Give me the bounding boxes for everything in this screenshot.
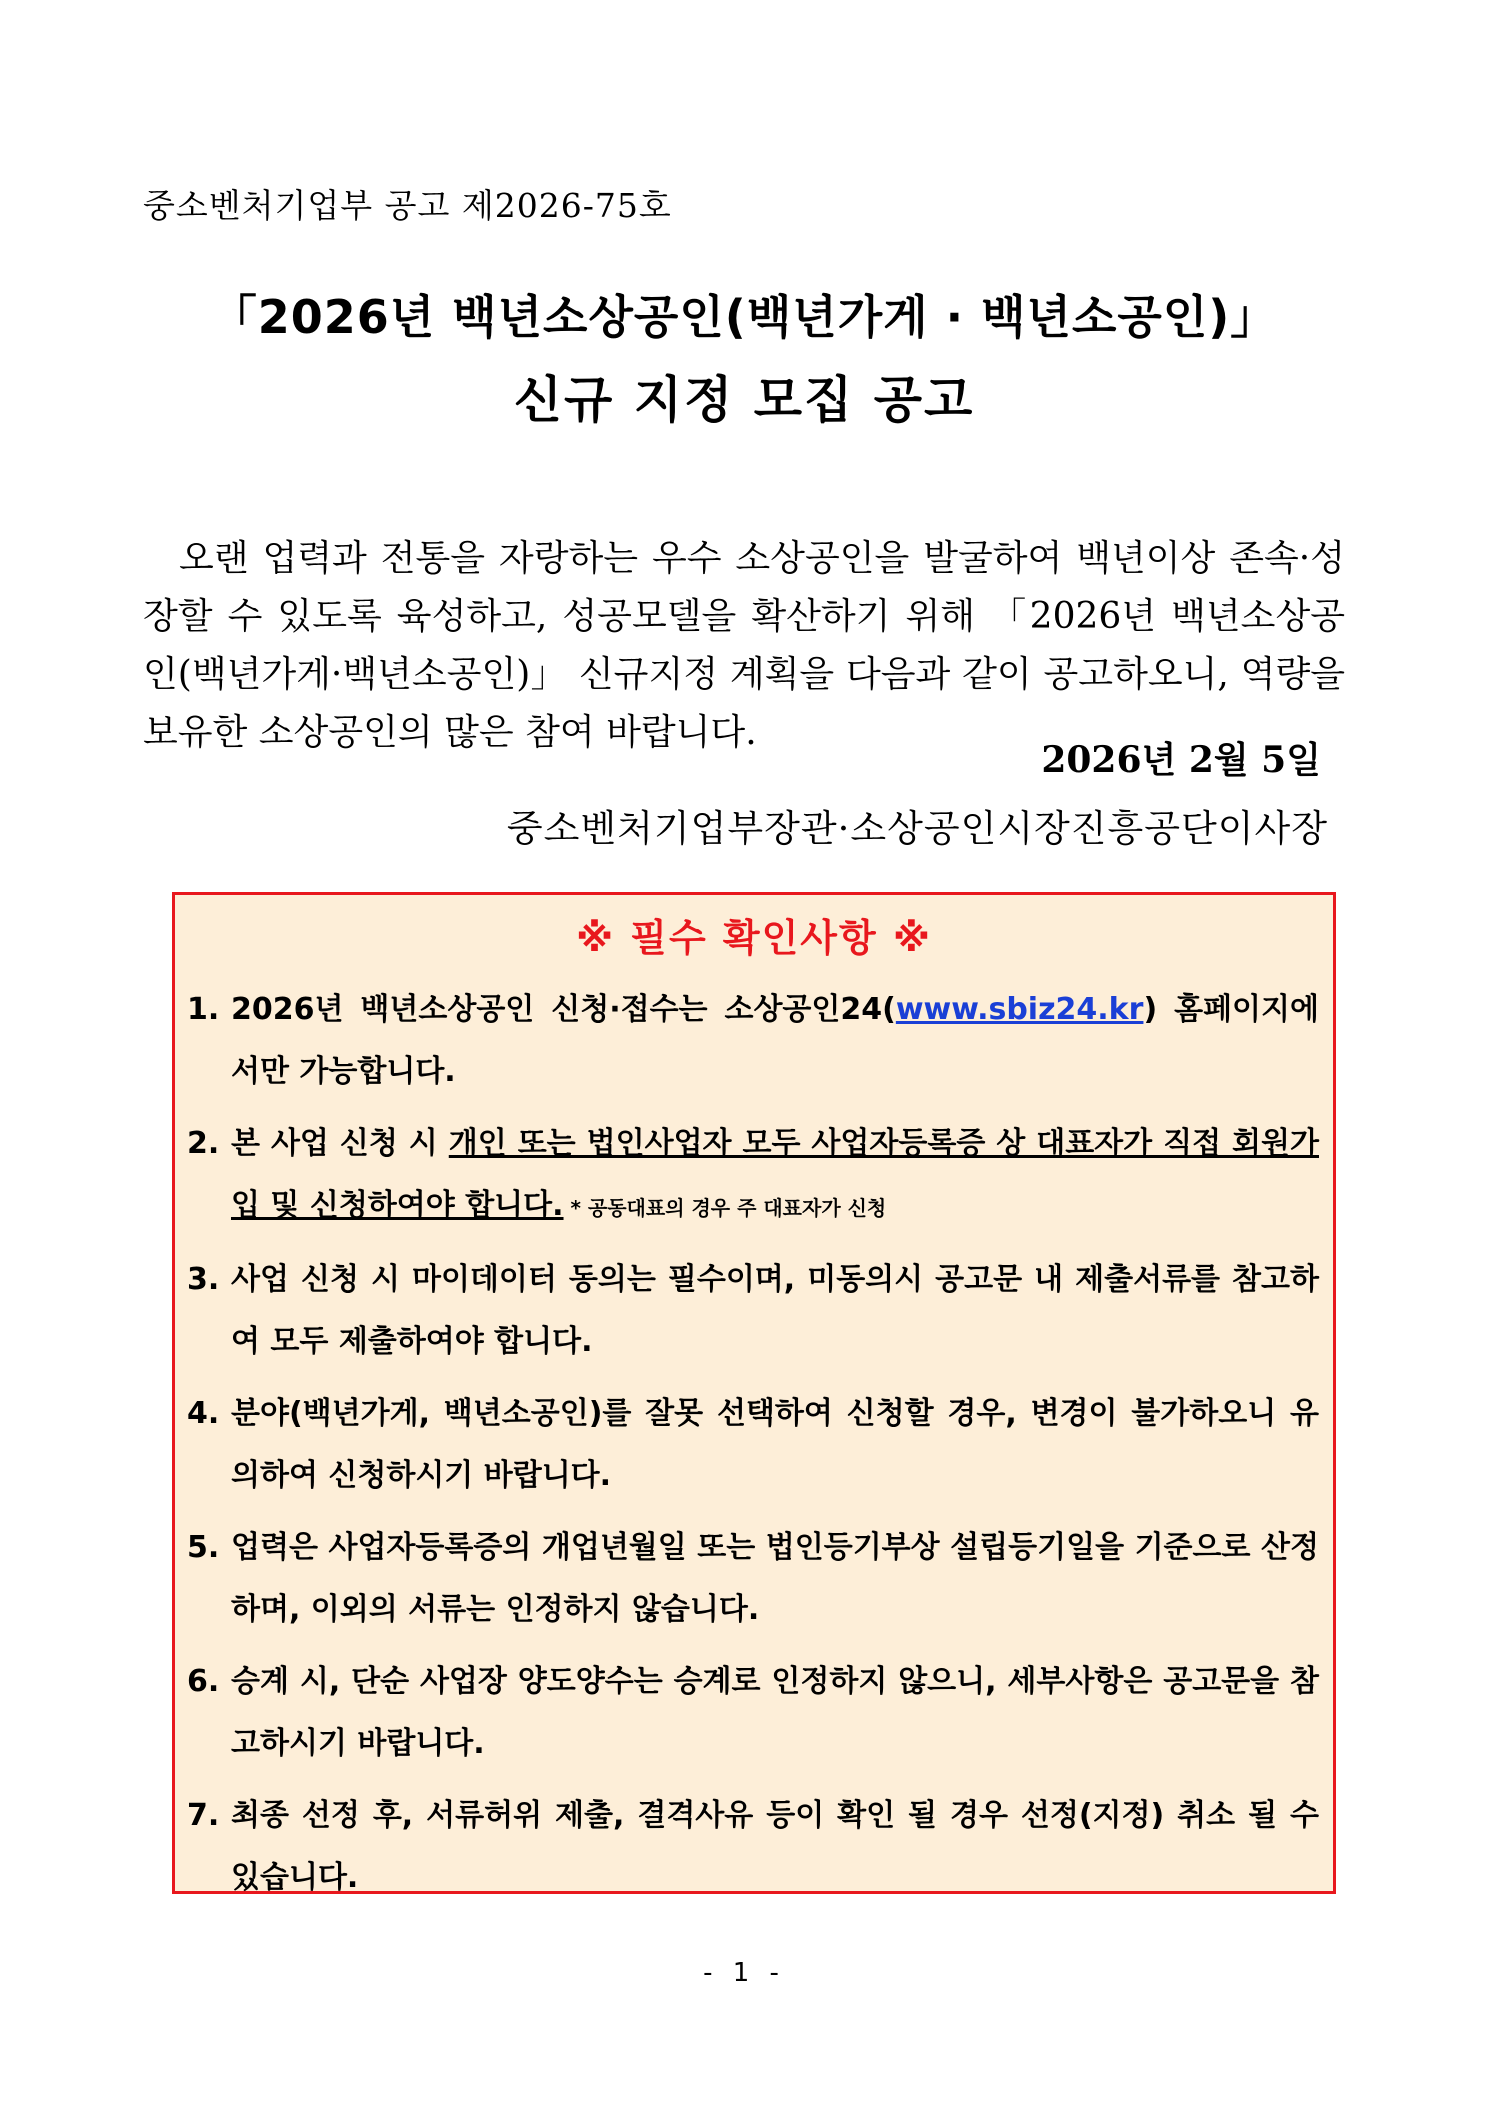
item-text: 최종 선정 후, 서류허위 제출, 결격사유 등이 확인 될 경우 선정(지정) 취소 될 수 있습니다. xyxy=(231,1798,1319,1895)
item-text: 사업 신청 시 마이데이터 동의는 필수이며, 미동의시 공고문 내 제출서류를 참고하여 모두 제출하여야 합니다. xyxy=(231,1262,1319,1359)
item-number: 1. xyxy=(187,992,220,1027)
checklist-item xyxy=(187,1383,1319,1507)
item-text-before: 2026년 백년소상공인 신청·접수는 소상공인24( xyxy=(231,992,896,1027)
item-number: 2. xyxy=(187,1126,220,1161)
checklist-heading: ※ 필수 확인사항 ※ xyxy=(576,916,932,960)
checklist-item xyxy=(187,1517,1319,1641)
page-number: - 1 - xyxy=(703,1958,785,1988)
title-line-1: 「2026년 백년소상공인(백년가게 · 백년소공인)」 xyxy=(210,290,1278,344)
checklist-items xyxy=(187,979,1319,1919)
checklist-item xyxy=(187,1113,1319,1239)
checklist-item xyxy=(187,1651,1319,1775)
required-checklist-box xyxy=(172,892,1336,1894)
item-text: 분야(백년가게, 백년소공인)를 잘못 선택하여 신청할 경우, 변경이 불가하오니 유의하여 신청하시기 바랍니다. xyxy=(231,1396,1319,1493)
checklist-item xyxy=(187,1785,1319,1909)
item-number: 7. xyxy=(187,1798,220,1833)
item-number: 5. xyxy=(187,1530,220,1565)
underlined-requirement: 개인 또는 법인사업자 모두 사업자등록증 상 대표자가 직접 회원가입 및 신청하여야 합니다. xyxy=(231,1126,1319,1223)
item-text-before: 본 사업 신청 시 xyxy=(231,1126,449,1161)
item-number: 6. xyxy=(187,1664,220,1699)
item-number: 4. xyxy=(187,1396,220,1431)
notice-date: 2026년 2월 5일 xyxy=(1041,739,1321,781)
document-title xyxy=(0,278,1488,444)
item-text-after: ) 홈페이지에서만 가능합니다. xyxy=(231,992,1319,1089)
title-line-2: 신규 지정 모집 공고 xyxy=(513,371,975,429)
checklist-item xyxy=(187,979,1319,1103)
checklist-item xyxy=(187,1249,1319,1373)
item-text: 업력은 사업자등록증의 개업년월일 또는 법인등기부상 설립등기일을 기준으로 산정하며, 이외의 서류는 인정하지 않습니다. xyxy=(231,1530,1319,1627)
co-representative-note: * 공동대표의 경우 주 대표자가 신청 xyxy=(563,1196,887,1220)
item-number: 3. xyxy=(187,1262,220,1297)
issuer: 중소벤처기업부장관·소상공인시장진흥공단이사장 xyxy=(506,807,1328,850)
intro-paragraph: 오랜 업력과 전통을 자랑하는 우수 소상공인을 발굴하여 백년이상 존속·성장할 수 있도록 육성하고, 성공모델을 확산하기 위해 「2026년 백년소상공인(백년가게·백년소공인)」 신규지정 계획을 다음과 같이 공고하오니, 역량을 보유한 소상공인의 많은 참여 바랍니다. xyxy=(143,538,1345,753)
item-text xyxy=(231,979,1319,1103)
item-text: 승계 시, 단순 사업장 양도양수는 승계로 인정하지 않으니, 세부사항은 공고문을 참고하시기 바랍니다. xyxy=(231,1664,1319,1761)
sbiz24-link[interactable]: www.sbiz24.kr xyxy=(895,992,1144,1027)
item-text xyxy=(231,1113,1319,1239)
notice-number: 중소벤처기업부 공고 제2026-75호 xyxy=(143,186,672,225)
